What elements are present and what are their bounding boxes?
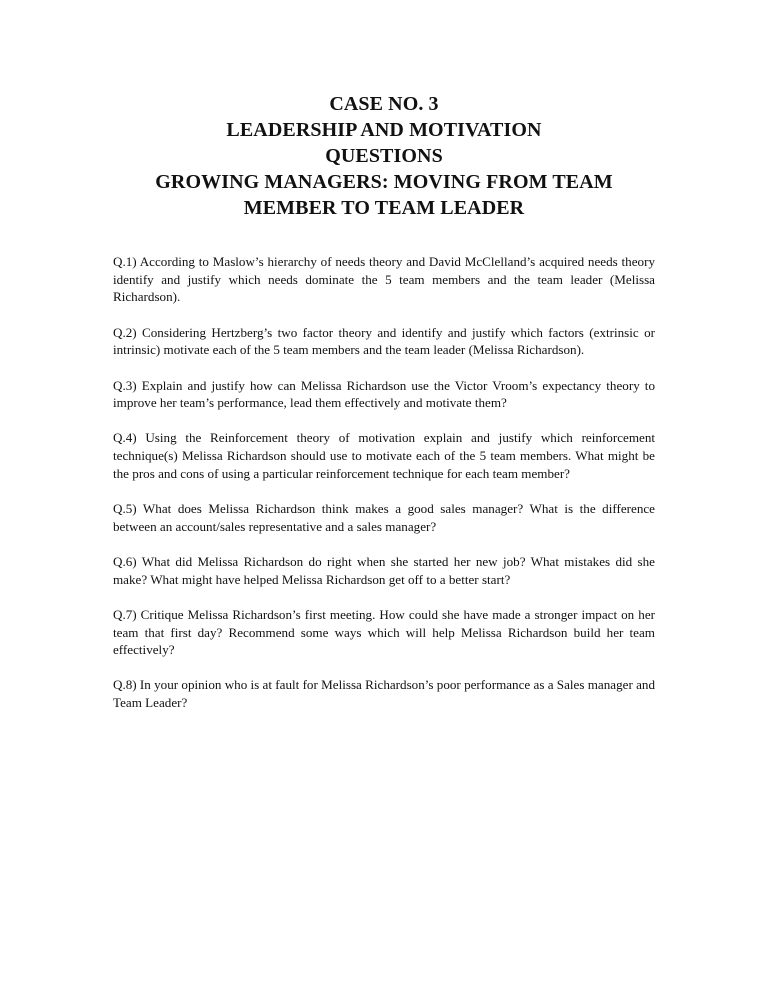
question-7: Q.7) Critique Melissa Richardson’s first meeting. How could she have made a stronger impact on her team that first day? Recommend some ways which will help Melissa Richardson build her team effectively?	[113, 606, 655, 658]
case-title-line-2: MEMBER TO TEAM LEADER	[243, 197, 525, 219]
case-title-line-1: GROWING MANAGERS: MOVING FROM TEAM	[155, 171, 613, 193]
question-1: Q.1) According to Maslow’s hierarchy of needs theory and David McClelland’s acquired needs theory identify and justify which needs dominate the 5 team members and the team leader (Melissa Richardson).	[113, 254, 655, 305]
case-title	[100, 91, 668, 221]
topic-heading: LEADERSHIP AND MOTIVATION	[226, 119, 542, 141]
question-2: Q.2) Considering Hertzberg’s two factor theory and identify and justify which factors (extrinsic or intrinsic) motivate each of the 5 team members and the team leader (Melissa Richardson).	[113, 324, 655, 358]
question-3: Q.3) Explain and justify how can Melissa Richardson use the Victor Vroom’s expectancy theory to improve her team’s performance, lead them effectively and motivate them?	[113, 377, 655, 411]
questions-heading: QUESTIONS	[325, 145, 443, 167]
case-number-heading: CASE NO. 3	[329, 93, 439, 115]
question-8: Q.8) In your opinion who is at fault for Melissa Richardson’s poor performance as a Sales manager and Team Leader?	[113, 677, 655, 711]
question-6: Q.6) What did Melissa Richardson do right when she started her new job? What mistakes did she make? What might have helped Melissa Richardson get off to a better start?	[113, 553, 655, 587]
question-5: Q.5) What does Melissa Richardson think makes a good sales manager? What is the difference between an account/sales representative and a sales manager?	[113, 501, 655, 534]
question-4: Q.4) Using the Reinforcement theory of motivation explain and justify which reinforcement technique(s) Melissa Richardson should use to motivate each of the 5 team members. What might be the pros and cons of using a particular reinforcement technique for each team member?	[113, 430, 655, 481]
question-list	[113, 253, 655, 729]
